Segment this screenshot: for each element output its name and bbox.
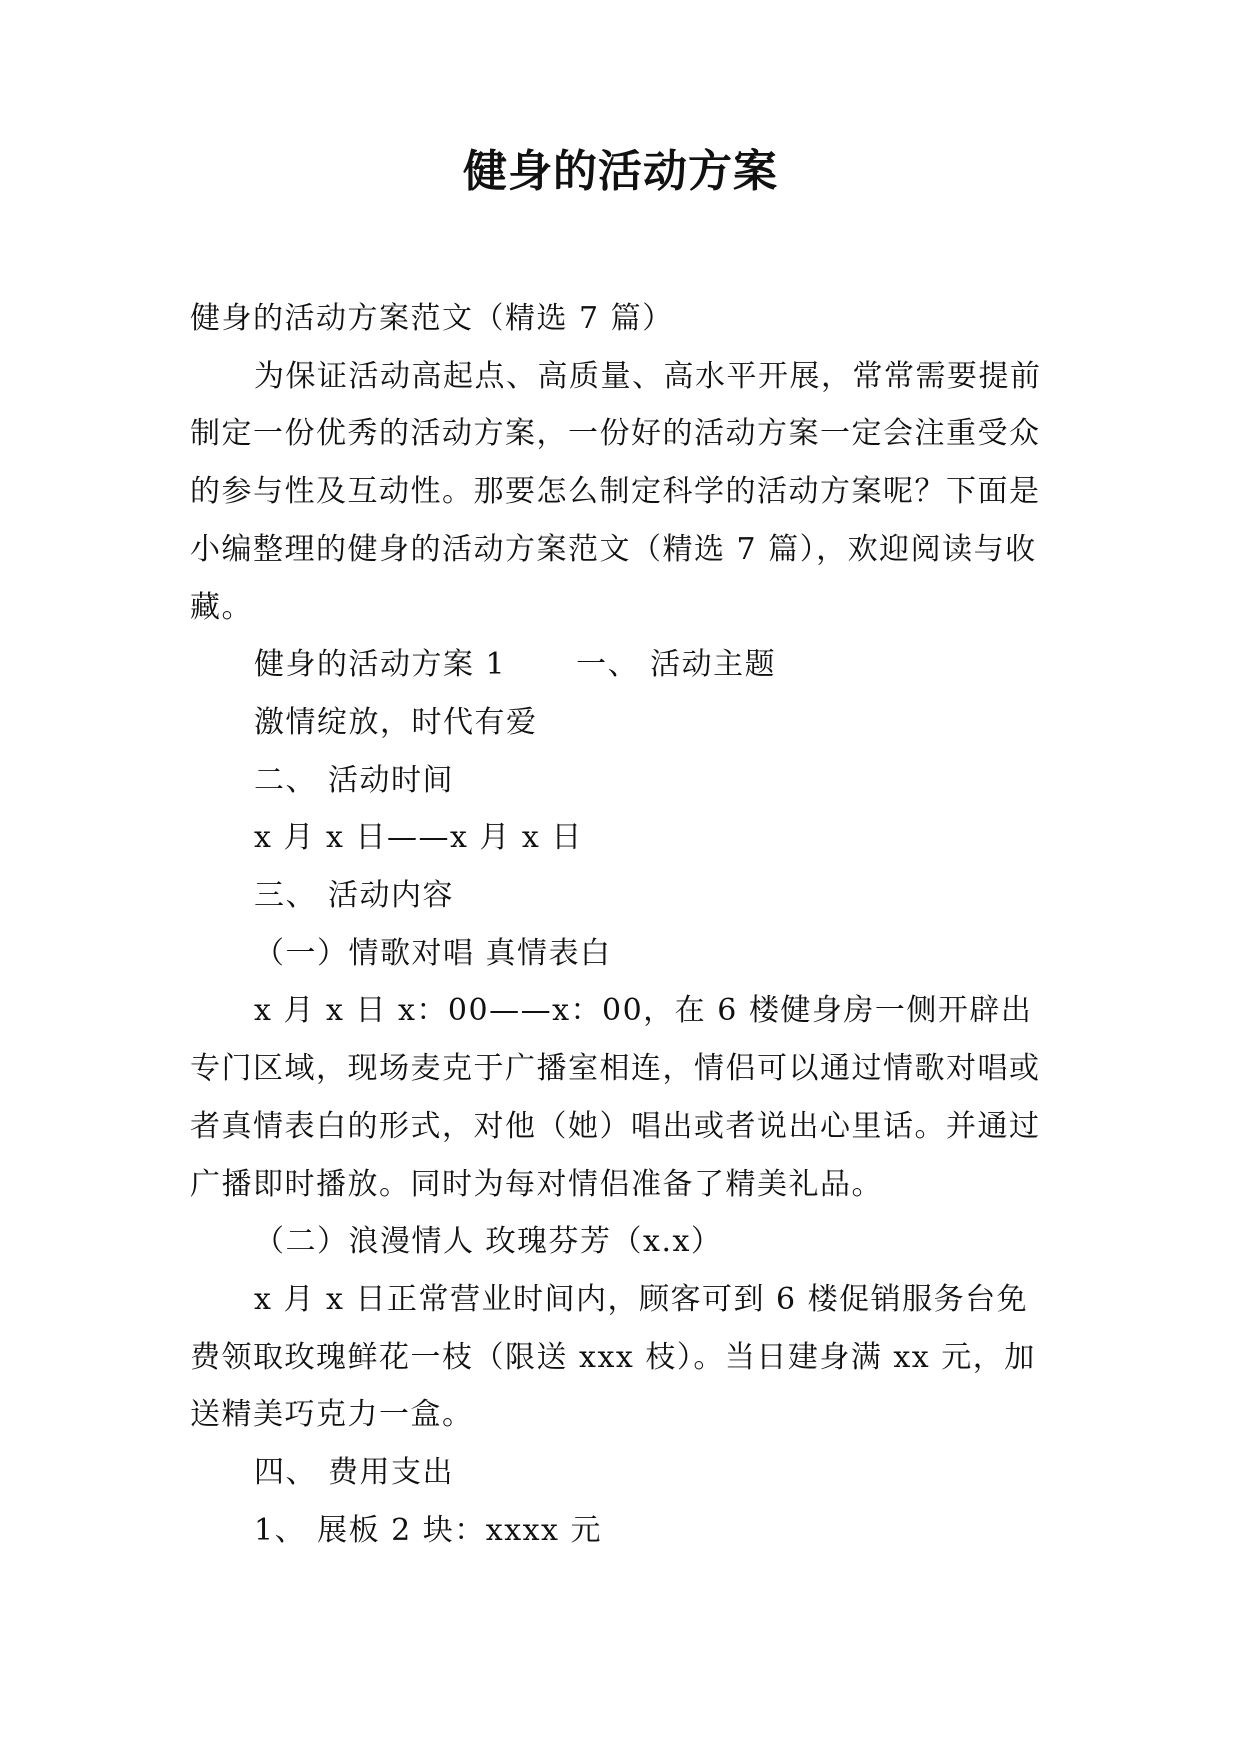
subsection-heading-1: （一）情歌对唱 真情表白: [254, 935, 612, 971]
section-heading-line: [190, 636, 1050, 694]
content-heading: 三、 活动内容: [254, 878, 455, 914]
document-title: 健身的活动方案: [463, 146, 778, 197]
expense-heading: 四、 费用支出: [254, 1455, 455, 1491]
theme-text: 激情绽放，时代有爱: [254, 704, 538, 740]
subtitle-paragraph: 健身的活动方案范文（精选 7 篇）: [190, 301, 674, 336]
plan-number-label: 健身的活动方案 1: [254, 647, 507, 683]
expense-item-1: 1、 展板 2 块：xxxx 元: [254, 1512, 602, 1548]
time-heading: 二、 活动时间: [254, 762, 455, 798]
subsection-heading-2: （二）浪漫情人 玫瑰芬芳（x.x）: [254, 1224, 723, 1260]
theme-heading: 一、 活动主题: [576, 647, 777, 683]
intro-paragraph: 为保证活动高起点、高质量、高水平开展，常常需要提前制定一份优秀的活动方案，一份好的活动方案一定会注重受众的参与性及互动性。那要怎么制定科学的活动方案呢？下面是小编整理的健身的活动方案范文（精选 7 篇），欢迎阅读与收藏。: [190, 358, 1042, 625]
subsection-text-2: x 月 x 日正常营业时间内，顾客可到 6 楼促销服务台免费领取玫瑰鲜花一枝（限送 xxx 枝）。当日建身满 xx 元，加送精美巧克力一盒。: [190, 1281, 1036, 1433]
time-text: x 月 x 日——x 月 x 日: [254, 820, 583, 856]
subsection-text-1: x 月 x 日 x：00——x：00，在 6 楼健身房一侧开辟出专门区域，现场麦克于广播室相连，情侣可以通过情歌对唱或者真情表白的形式，对他（她）唱出或者说出心里话。并通过广播即时播放。同时为每对情侣准备了精美礼品。: [190, 993, 1041, 1202]
document-body: [190, 290, 1050, 1559]
